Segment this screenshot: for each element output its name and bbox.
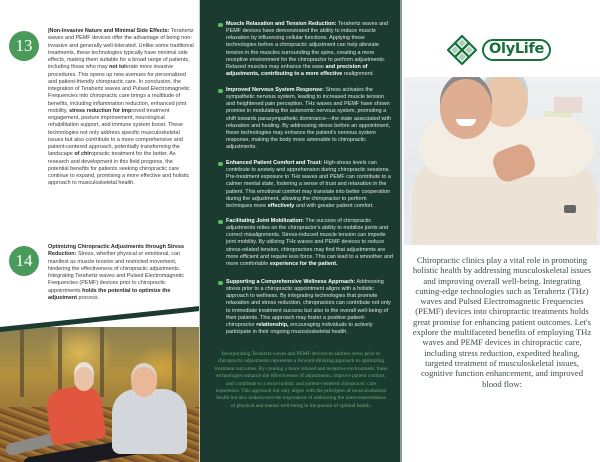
olylife-logo <box>446 34 561 66</box>
tree-trunk <box>20 327 24 397</box>
benefit-title: |Non-Invasive Nature and Minimal Side Effects: <box>48 28 170 34</box>
benefit-text: |Non-Invasive Nature and Minimal Side Effects: Terahertz waves and PEMF devices offer the advantage of being non-invasive and generally well-tolerated. Unlike some traditional treatments, these technologies typically have minimal side effects, making them suitable for a broad range of patients, including those who may not tolerate more invasive procedures. This opens up new avenues for personalized and patient-friendly chiropractic care. In conclusion, the integration of Terahertz waves and Pulsed Electromagnetic Frequencies into chiropractic care brings a multitude of benefits, including inflammation reduction, enhanced joint mobility, stress reduction for improved treatment engagement, posture improvement, neurological rehabilitation support, and immune system boost. These technologies not only address specific musculoskeletal issues but also contribute to a more comprehensive and patient-centered approach, potentially transforming the landscape of chiropractic treatment for the better. As research and development in this field progress, the potential benefits for patients seeking chiropractic care continue to expand, promising a more effective and holistic approach to musculoskeletal health. <box>48 28 194 187</box>
intro-paragraph: Chiropractic clinics play a vital role in promoting holistic health by addressing musculoskeletal issues and improving overall well-being. Integrating cutting-edge technologies such as Terahertz (THz) waves and Pulsed Electromagnetic Frequencies (PEMF) devices into chiropractic treatments holds great promise for enhancing patient outcomes. Let's explore the multifaceted benefits of employing THz waves and PEMF devices in chiropractic care, including stress reduction, expedited healing, targeted treatment of musculoskeletal issues, cognitive function enhancement, and improved blood flow: <box>412 255 592 389</box>
senior-couple-photo <box>404 77 600 245</box>
tree-trunk <box>172 327 176 397</box>
summary-paragraph: Incorporating Terahertz waves and PEMF devices to address stress prior to chiropractic adjustments represents a forward-thinking approach to optimizing treatment outcomes. By creating a more relaxed and receptive environment, these technologies enhance the effectiveness of adjustments, improve patient comfort, and contribute to a more holistic and patient-centered chiropractic care experience. This approach not only aligns with the principles of musculoskeletal health but also underscores the importance of addressing the interconnectedness of physical and mental well-being in the pursuit of optimal health. <box>214 351 388 409</box>
brand-wordmark: OlyLife <box>482 39 551 61</box>
benefit-text: Optimizing Chiropractic Adjustments through Stress Reduction: Stress, whether physical or emotional, can manifest as muscle tension and restricted movement, hindering the effectiveness of chiropractic adjustments. Integrating Terahertz waves and Pulsed Electromagnetic Frequencies (PEMF) devices prior to chiropractic appointments holds the potential to optimize the adjustment process. <box>48 244 185 301</box>
left-panel <box>0 0 200 462</box>
couple-stretching-photo <box>0 327 200 462</box>
bullet-dot-icon <box>218 281 223 286</box>
bullet-dot-icon <box>218 220 223 225</box>
bullet-dot-icon <box>218 23 223 28</box>
bullet-dot-icon <box>218 162 223 167</box>
bullet-item: Muscle Relaxation and Tension Reduction: Terahertz waves and PEMF devices have demonstrated the ability to induce muscle relaxation by influencing cellular functions. Applying these technologies before a chiropractic adjustment can help alleviate tension in the muscles surrounding the spine, creating a more receptive environment for the chiropractor to perform adjustments. Relaxed muscles may enhance the ease and precision of adjustments, contributing to a more effective realignment. <box>226 21 394 78</box>
bullet-item: Facilitating Joint Mobilization: The success of chiropractic adjustments relies on the chiropractor's ability to mobilize joints and correct misalignments. Stress-induced muscle tension can impede joint mobility. By utilizing THz waves and PEMF devices to reduce stress-related tension, chiropractors may find that adjustments are more efficient and require less force. This can lead to a smoother and more comfortable experience for the patient. <box>226 218 394 268</box>
bullet-item: Supporting a Comprehensive Wellness Approach: Addressing stress prior to a chiropractic appointment aligns with a holistic approach to wellness. By integrating technologies that promote relaxation and stress reduction, chiropractors can contribute not only to immediate treatment success but also to the overall well-being of their patients. This approach may foster a positive patient-chiropractor relationship, encouraging individuals to actively participate in their ongoing musculoskeletal health. <box>226 279 394 336</box>
bullet-title: Improved Nervous System Response: <box>226 87 324 93</box>
person-figure <box>131 367 157 397</box>
tree-trunk <box>58 327 62 397</box>
person-figure <box>440 79 492 139</box>
right-panel <box>400 0 600 462</box>
number-badge: 14 <box>9 246 39 276</box>
bullet-title: Facilitating Joint Mobilization: <box>226 218 304 224</box>
benefit-title: Optimizing Chiropractic Adjustments through Stress Reduction: <box>48 244 185 258</box>
watch <box>564 205 576 213</box>
bullet-dot-icon <box>218 89 223 94</box>
bullet-title: Enhanced Patient Comfort and Trust: <box>226 160 323 166</box>
bullet-item: Enhanced Patient Comfort and Trust: High-stress levels can contribute to anxiety and apprehension during chiropractic sessions. Pre-treatment exposure to THz waves and PEMF can contribute to a calmer mental state, fostering a sense of trust and relaxation in the patient. This emotional comfort may translate into better cooperation during the adjustment, allowing the chiropractor to perform techniques more effectively and with greater patient comfort. <box>226 160 394 210</box>
bullet-title: Supporting a Comprehensive Wellness Approach: <box>226 279 356 285</box>
bullet-title: Muscle Relaxation and Tension Reduction: <box>226 21 337 27</box>
person-figure <box>112 389 187 454</box>
person-figure <box>44 383 106 445</box>
person-figure <box>74 367 94 391</box>
tree-trunk <box>100 327 104 397</box>
number-badge: 13 <box>9 31 39 61</box>
leaf-clover-logo-icon <box>446 34 478 66</box>
middle-panel <box>200 0 400 462</box>
bullet-item: Improved Nervous System Response: Stress activates the sympathetic nervous system, leading to increased muscle tension and heightened pain perception. THz waves and PEMF have shown promise in modulating the autonomic nervous system, promoting a shift towards parasympathetic dominance—the state associated with relaxation and healing. By addressing stress before an appointment, these technologies may enhance the patient's nervous system response, making the body more amenable to chiropractic adjustments. <box>226 87 394 151</box>
